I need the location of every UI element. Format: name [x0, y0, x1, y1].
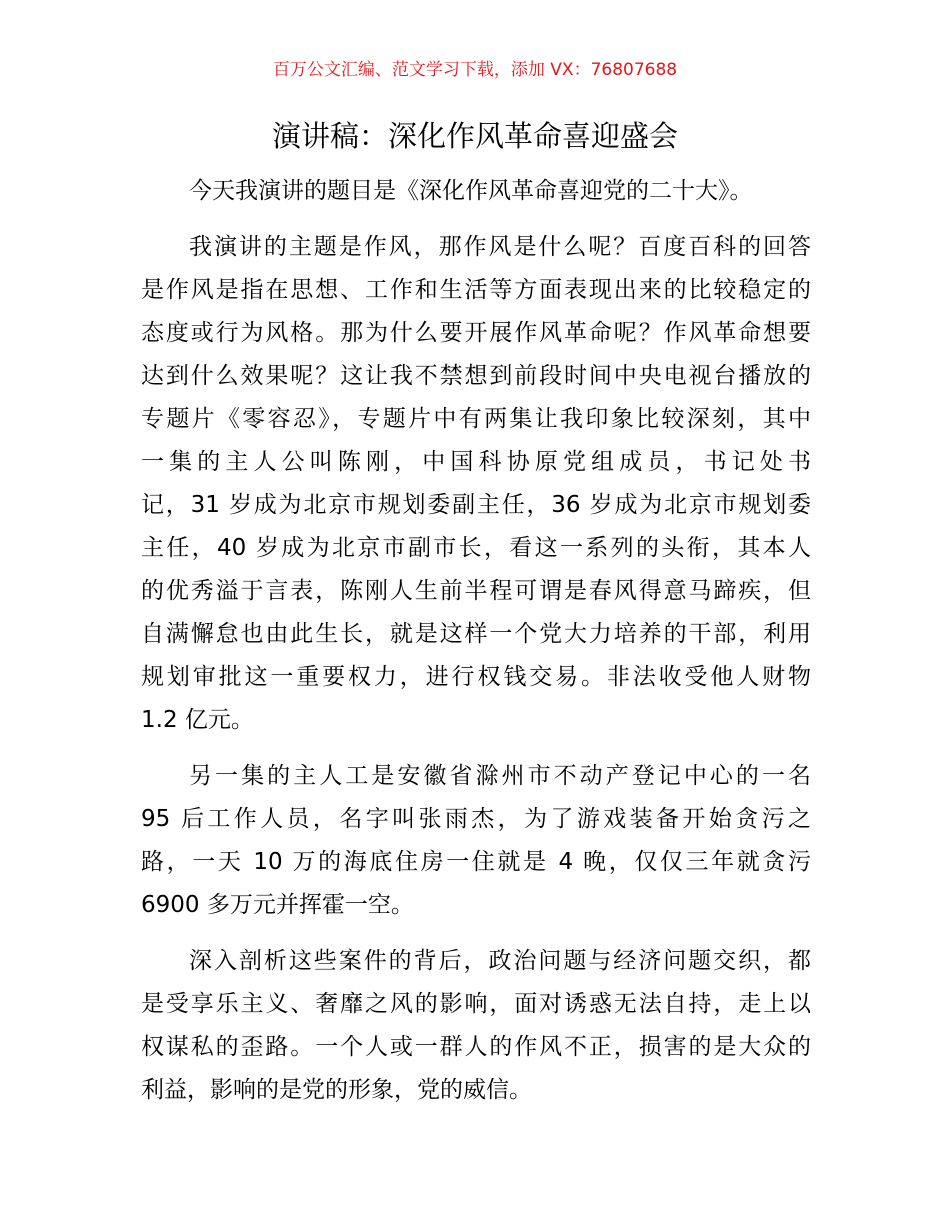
text-line: 路，一天 10 万的海底住房一住就是 4 晚，仅仅三年就贪污 — [141, 849, 811, 875]
text-line: 权谋私的歪路。一个人或一群人的作风不正，损害的是大众的 — [141, 1034, 811, 1060]
text-line: 利益，影响的是党的形象，党的威信。 — [141, 1077, 532, 1103]
paragraph — [141, 226, 811, 742]
paragraph — [141, 940, 811, 1112]
text-line: 自满懈怠也由此生长，就是这样一个党大力培养的干部，利用 — [141, 621, 811, 647]
paragraph — [141, 170, 811, 213]
text-line: 6900 多万元并挥霍一空。 — [141, 892, 414, 918]
text-line: 态度或行为风格。那为什么要开展作风革命呢？作风革命想要 — [141, 320, 811, 346]
text-line: 今天我演讲的题目是《深化作风革命喜迎党的二十大》。 — [189, 178, 753, 204]
text-line: 95 后工作人员，名字叫张雨杰，为了游戏装备开始贪污之 — [141, 806, 811, 832]
watermark-header: 百万公文汇编、范文学习下载，添加 VX：76807688 — [272, 60, 678, 80]
text-line: 是作风是指在思想、工作和生活等方面表现出来的比较稳定的 — [141, 277, 811, 303]
document-body — [141, 170, 811, 1125]
text-line: 另一集的主人工是安徽省滁州市不动产登记中心的一名 — [189, 763, 811, 789]
text-line: 我演讲的主题是作风，那作风是什么呢？百度百科的回答 — [189, 234, 811, 260]
text-line: 规划审批这一重要权力，进行权钱交易。非法收受他人财物 — [141, 664, 811, 690]
paragraph — [141, 755, 811, 927]
text-line: 深入剖析这些案件的背后，政治问题与经济问题交织，都 — [189, 948, 811, 974]
text-line: 专题片《零容忍》，专题片中有两集让我印象比较深刻，其中 — [141, 406, 811, 432]
text-line: 1.2 亿元。 — [141, 707, 254, 733]
text-line: 主任，40 岁成为北京市副市长，看这一系列的头衔，其本人 — [141, 535, 811, 561]
text-line: 的优秀溢于言表，陈刚人生前半程可谓是春风得意马蹄疾，但 — [141, 578, 811, 604]
text-line: 是受享乐主义、奢靡之风的影响，面对诱惑无法自持，走上以 — [141, 991, 811, 1017]
text-line: 达到什么效果呢？这让我不禁想到前段时间中央电视台播放的 — [141, 363, 811, 389]
document-title: 演讲稿：深化作风革命喜迎盛会 — [271, 119, 678, 153]
text-line: 记，31 岁成为北京市规划委副主任，36 岁成为北京市规划委 — [141, 492, 811, 518]
text-line: 一集的主人公叫陈刚，中国科协原党组成员，书记处书 — [141, 449, 811, 475]
